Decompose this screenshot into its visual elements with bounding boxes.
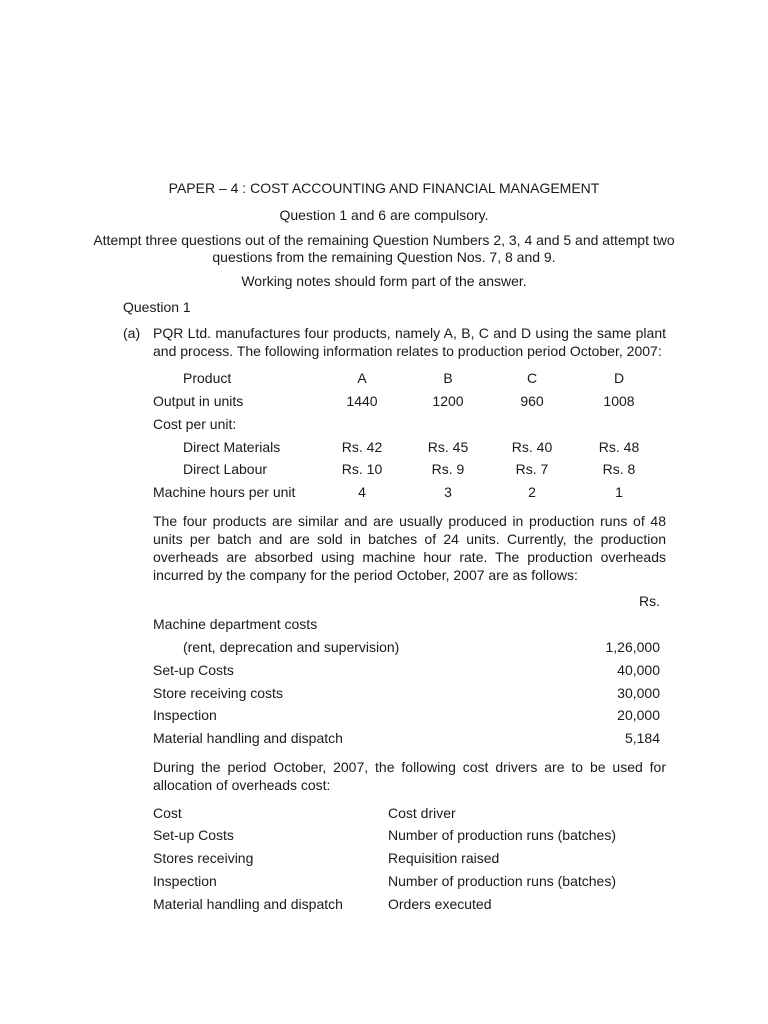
- output-b: 1200: [432, 393, 464, 409]
- instruction-line-1: Attempt three questions out of the remaining Question Numbers 2, 3, 4 and 5 and attempt two: [93, 232, 675, 248]
- material-handling-value: 5,184: [624, 730, 660, 746]
- driver-row-driver: Orders executed: [388, 896, 492, 912]
- cost-per-unit-label: Cost per unit:: [153, 416, 237, 432]
- output-d: 1008: [603, 393, 635, 409]
- dl-d: Rs. 8: [602, 461, 636, 477]
- machine-dept-label: Machine department costs: [153, 616, 318, 632]
- paper-title: PAPER – 4 : COST ACCOUNTING AND FINANCIAL MANAGEMENT: [168, 180, 600, 196]
- setup-costs-value: 40,000: [617, 662, 660, 678]
- machine-dept-sub: (rent, deprecation and supervision): [183, 639, 400, 655]
- drivers-header-cost: Cost: [153, 805, 182, 821]
- cost-drivers-paragraph: During the period October, 2007, the following cost drivers are to be used for allocation of overheads cost:: [153, 759, 666, 793]
- dm-a: Rs. 42: [341, 439, 383, 455]
- material-handling-label: Material handling and dispatch: [153, 730, 343, 746]
- store-receiving-label: Store receiving costs: [153, 685, 283, 701]
- product-col-d: D: [613, 370, 625, 386]
- product-col-a: A: [357, 370, 367, 386]
- dl-c: Rs. 7: [515, 461, 549, 477]
- driver-row-driver: Number of production runs (batches): [388, 873, 616, 889]
- direct-materials-label: Direct Materials: [183, 439, 281, 455]
- machine-hours-label: Machine hours per unit: [153, 484, 296, 500]
- inspection-label: Inspection: [153, 707, 217, 723]
- direct-labour-label: Direct Labour: [183, 461, 268, 477]
- output-label: Output in units: [153, 393, 244, 409]
- driver-row-driver: Number of production runs (batches): [388, 827, 616, 843]
- instruction-line-2: questions from the remaining Question Nos. 7, 8 and 9.: [212, 249, 556, 265]
- mh-b: 3: [444, 484, 452, 500]
- dl-b: Rs. 9: [431, 461, 465, 477]
- output-c: 960: [520, 393, 544, 409]
- store-receiving-value: 30,000: [617, 685, 660, 701]
- inspection-value: 20,000: [617, 707, 660, 723]
- dm-c: Rs. 40: [511, 439, 553, 455]
- driver-row-cost: Material handling and dispatch: [153, 896, 343, 912]
- setup-costs-label: Set-up Costs: [153, 662, 234, 678]
- driver-row-driver: Requisition raised: [388, 850, 500, 866]
- dm-b: Rs. 45: [427, 439, 469, 455]
- part-label: (a): [123, 325, 141, 341]
- mh-a: 4: [358, 484, 366, 500]
- driver-row-cost: Set-up Costs: [153, 827, 234, 843]
- driver-row-cost: Inspection: [153, 873, 217, 889]
- product-col-b: B: [443, 370, 453, 386]
- working-notes-note: Working notes should form part of the answer.: [241, 273, 527, 289]
- output-a: 1440: [346, 393, 378, 409]
- overheads-paragraph: The four products are similar and are usually produced in production runs of 48 units per batch and are sold in batches of 24 units. Currently, the production overheads are absorbed using machine hour rate. The production overheads incurred by the company for the period October, 2007 are as follows:: [153, 513, 666, 583]
- dl-a: Rs. 10: [341, 461, 383, 477]
- mh-c: 2: [528, 484, 536, 500]
- question-intro: PQR Ltd. manufactures four products, namely A, B, C and D using the same plant and process. The following information relates to production period October, 2007:: [153, 325, 666, 359]
- driver-row-cost: Stores receiving: [153, 850, 254, 866]
- mh-d: 1: [615, 484, 623, 500]
- product-col-c: C: [526, 370, 538, 386]
- currency-header: Rs.: [639, 593, 660, 609]
- product-header-label: Product: [183, 370, 232, 386]
- drivers-header-driver: Cost driver: [388, 805, 456, 821]
- question-heading: Question 1: [123, 299, 191, 315]
- machine-dept-value: 1,26,000: [605, 639, 660, 655]
- compulsory-note: Question 1 and 6 are compulsory.: [279, 207, 489, 223]
- dm-d: Rs. 48: [598, 439, 640, 455]
